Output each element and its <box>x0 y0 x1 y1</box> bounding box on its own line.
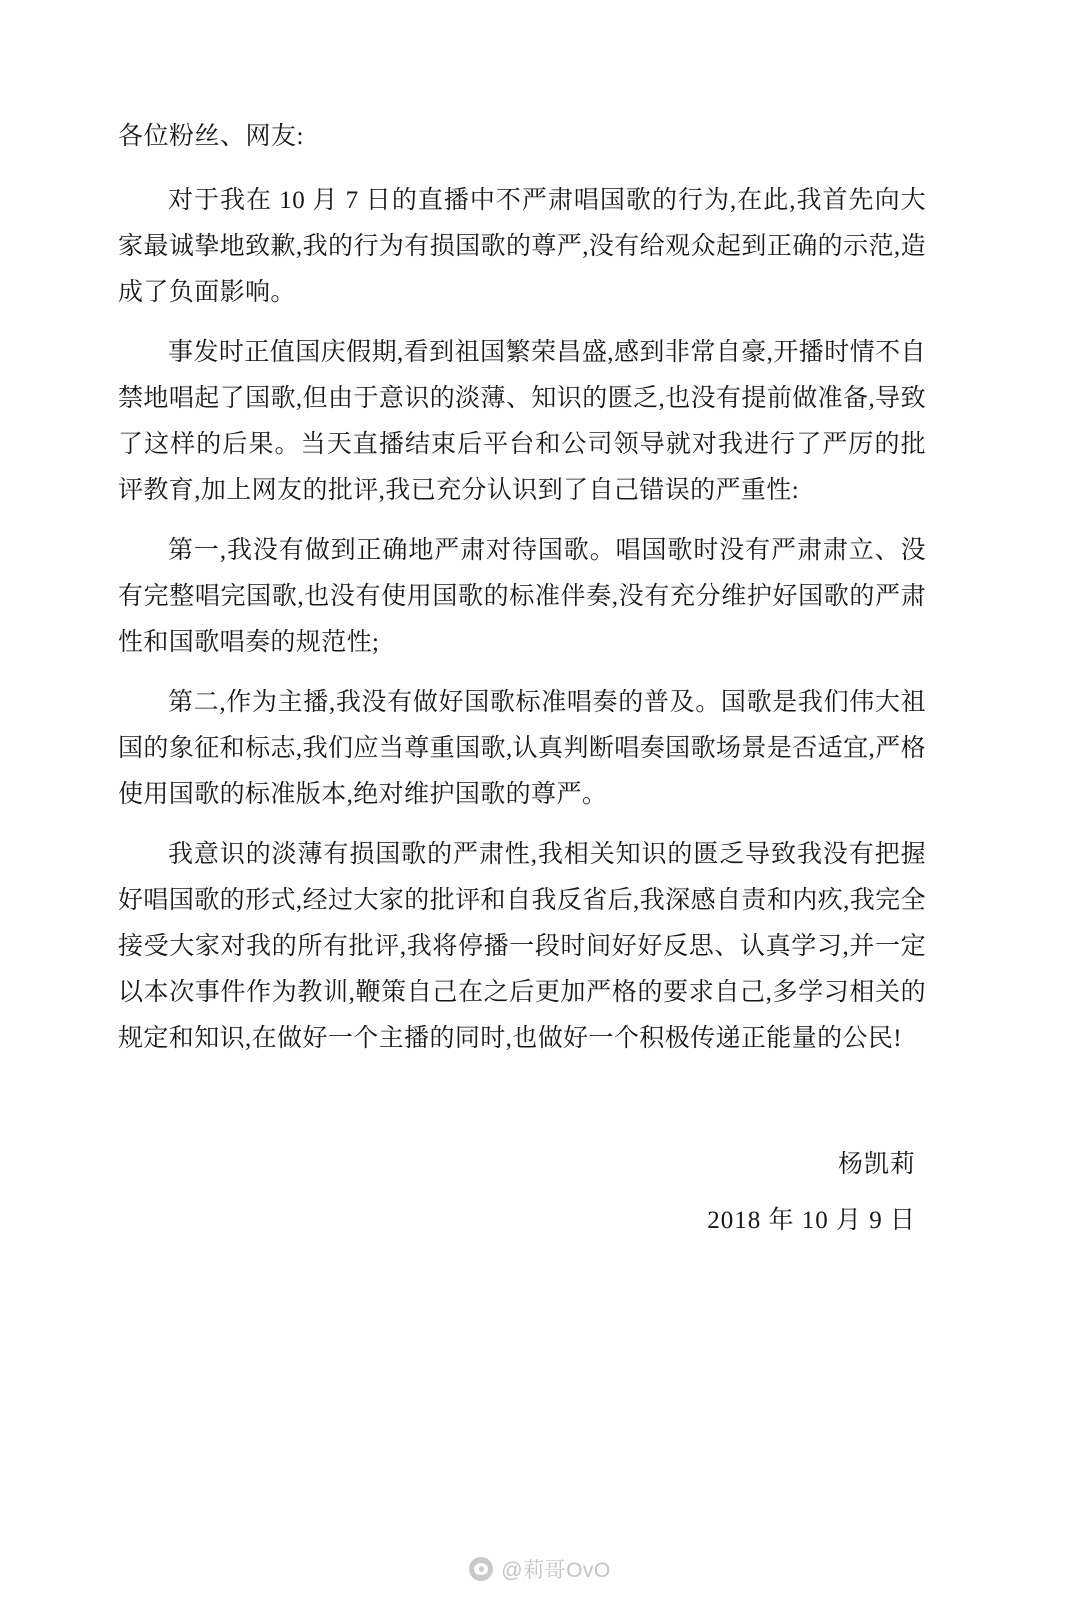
document-paragraph: 事发时正值国庆假期,看到祖国繁荣昌盛,感到非常自豪,开播时情不自禁地唱起了国歌,但由于意识的淡薄、知识的匮乏,也没有提前做准备,导致了这样的后果。当天直播结束后平台和公司领导就对我进行了严厉的批评教育,加上网友的批评,我已充分认识到了自己错误的严重性: <box>118 338 926 504</box>
signature-block <box>118 1142 926 1244</box>
document-salutation: 各位粉丝、网友: <box>118 123 304 150</box>
document-paragraph: 我意识的淡薄有损国歌的严肃性,我相关知识的匮乏导致我没有把握好唱国歌的形式,经过大家的批评和自我反省后,我深感自责和内疚,我完全接受大家对我的所有批评,我将停播一段时间好好反思、认真学习,并一定以本次事件作为教训,鞭策自己在之后更加严格的要求自己,多学习相关的规定和知识,在做好一个主播的同时,也做好一个积极传递正能量的公民! <box>118 840 926 1052</box>
document-body <box>118 118 926 1234</box>
document-paragraph: 第一,我没有做到正确地严肃对待国歌。唱国歌时没有严肃肃立、没有完整唱完国歌,也没有使用国歌的标准伴奏,没有充分维护好国歌的严肃性和国歌唱奏的规范性; <box>118 536 926 656</box>
signature-name: 杨凯莉 <box>837 1150 916 1178</box>
weibo-eye-icon <box>469 1557 493 1581</box>
watermark-handle: @莉哥OvO <box>501 1559 611 1582</box>
watermark <box>0 1554 1080 1584</box>
document-paragraph: 第二,作为主播,我没有做好国歌标准唱奏的普及。国歌是我们伟大祖国的象征和标志,我们应当尊重国歌,认真判断唱奏国歌场景是否适宜,严格使用国歌的标准版本,绝对维护国歌的尊严。 <box>118 688 926 808</box>
document-paragraph: 对于我在 10 月 7 日的直播中不严肃唱国歌的行为,在此,我首先向大家最诚挚地致歉,我的行为有损国歌的尊严,没有给观众起到正确的示范,造成了负面影响。 <box>118 186 926 306</box>
signature-date: 2018 年 10 月 9 日 <box>707 1206 916 1234</box>
